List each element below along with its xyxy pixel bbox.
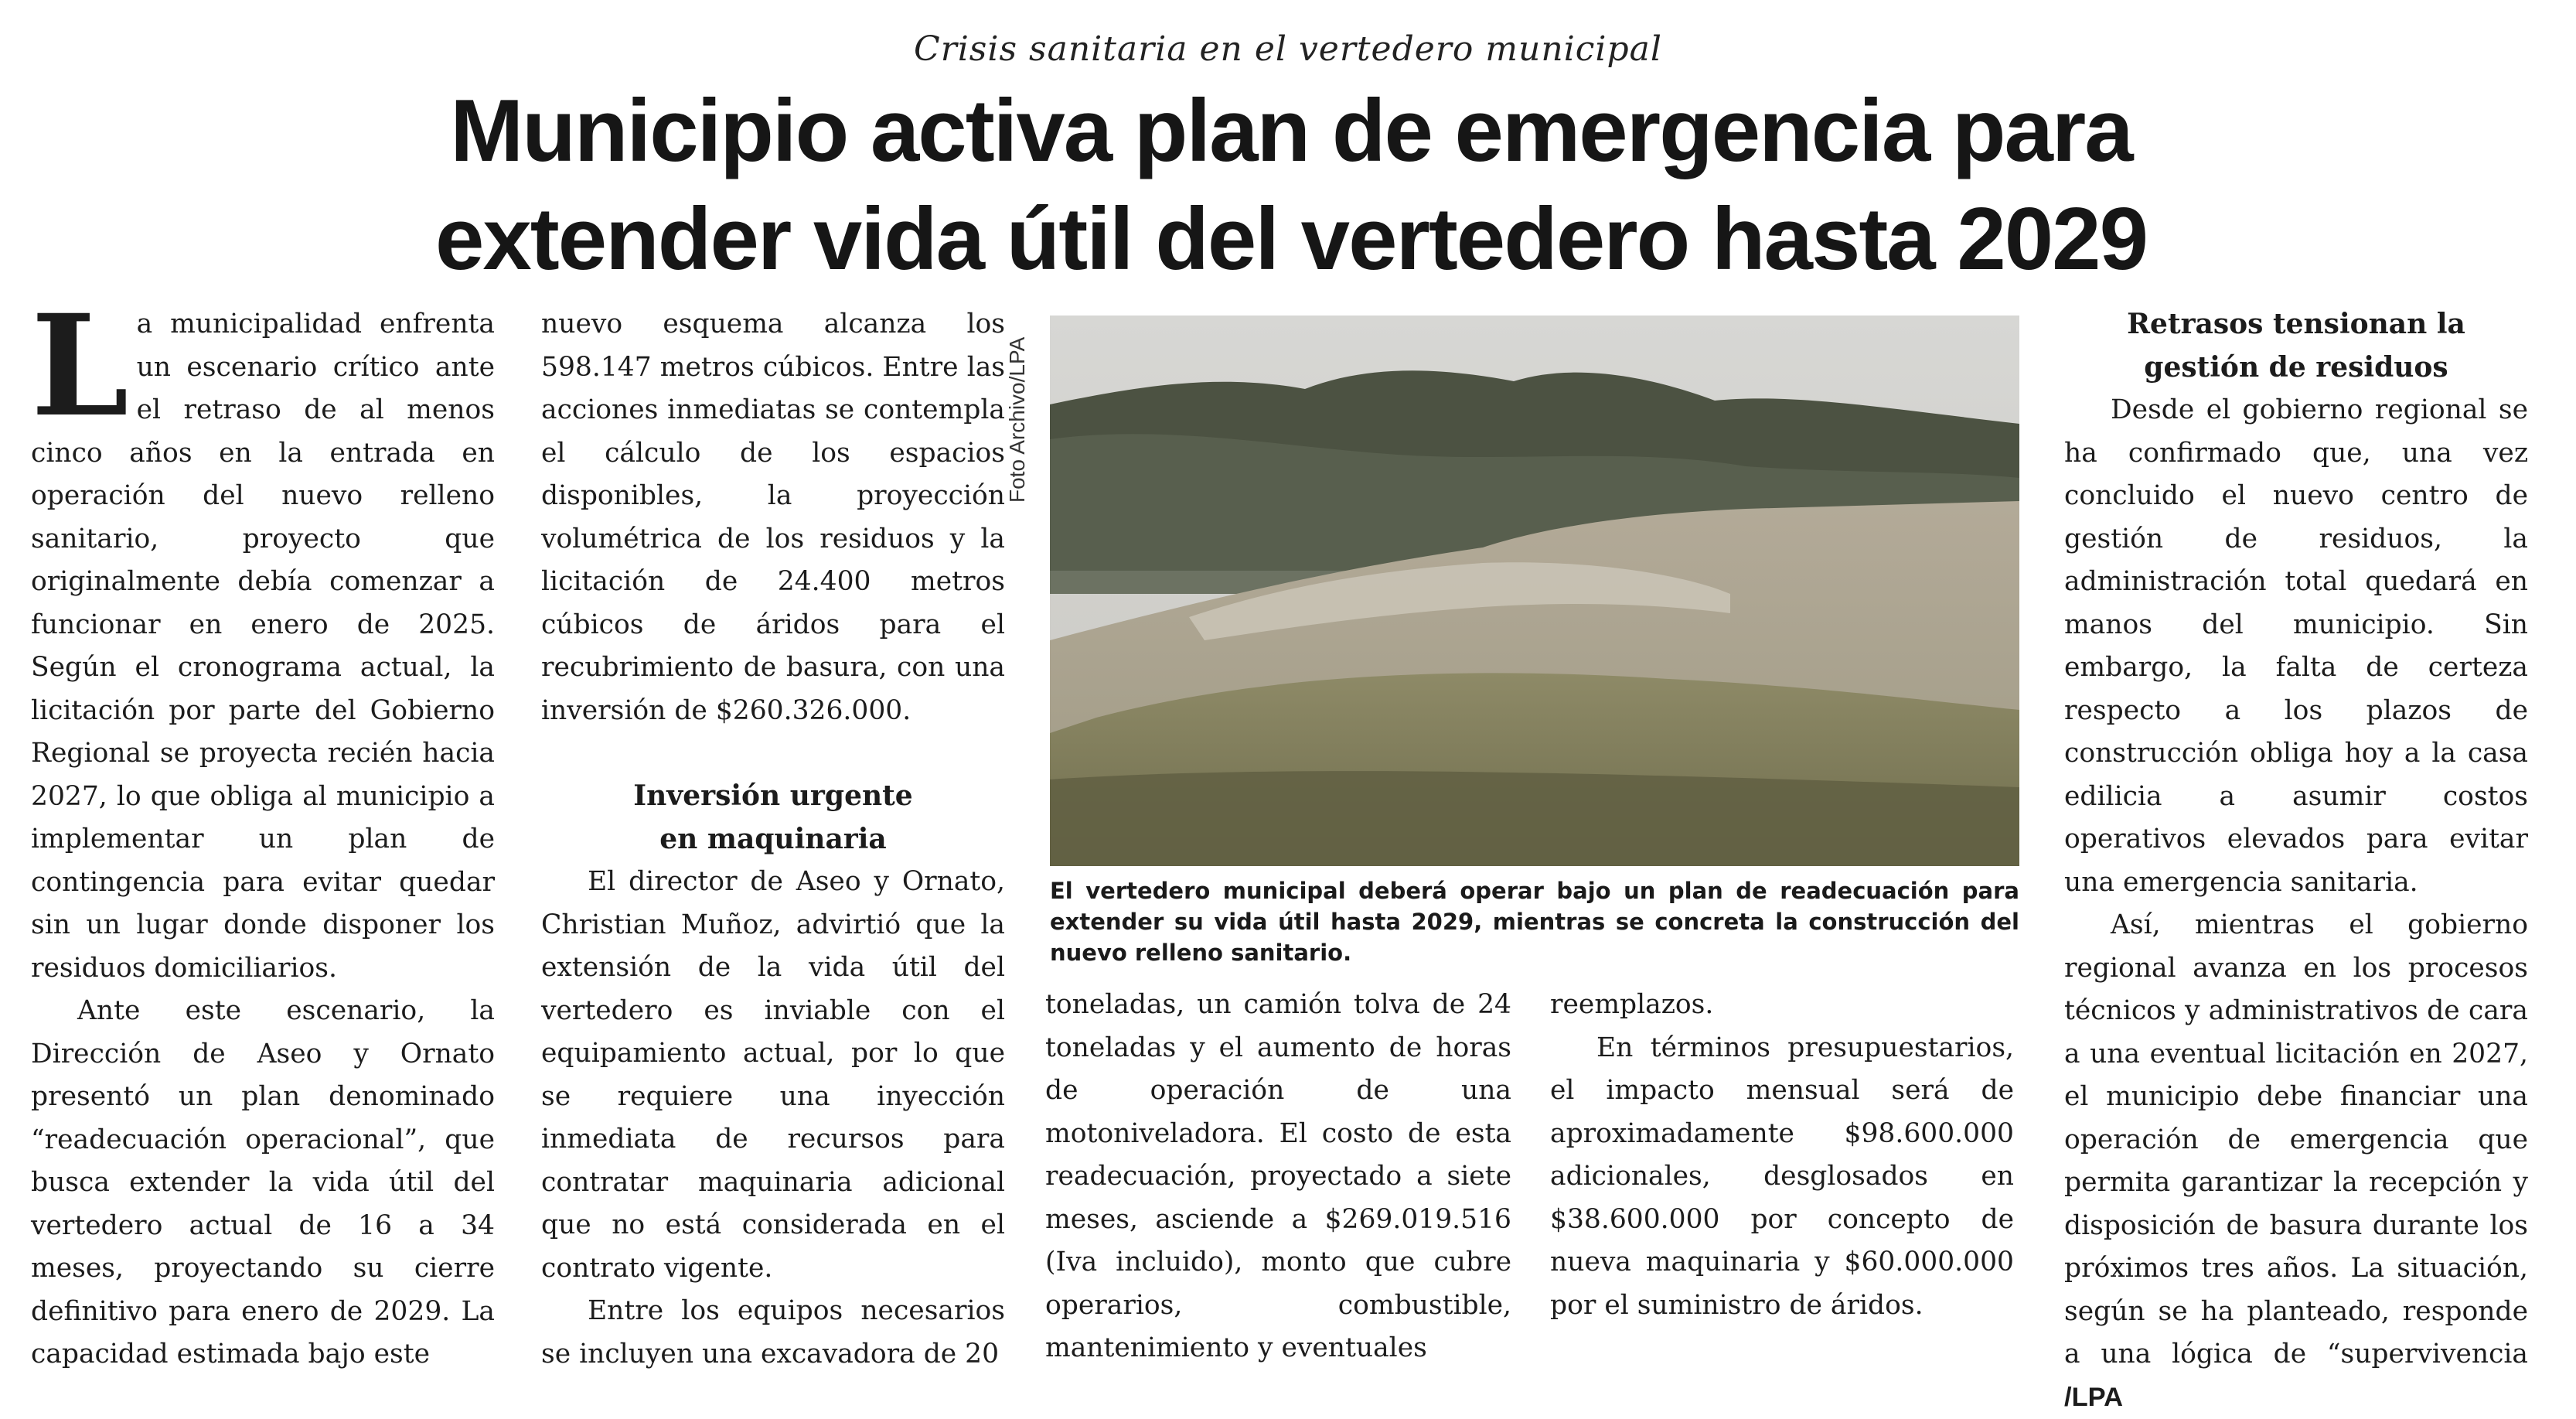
column-5: [2064, 303, 2528, 1419]
paragraph-text: toneladas, un camión tolva de 24 toneladas y el aumento de horas de operación de una motoniveladora. El costo de esta readecuación, proyectado a siete meses, asciende a $269.019.516 (Iva incluido), monto que cubre operarios, combustible, mantenimiento y eventuales: [1045, 989, 1511, 1363]
subhead-retrasos-line-2: gestión de residuos: [2144, 350, 2448, 384]
paragraph-text: Desde el gobierno regional se ha confirmado que, una vez concluido el nuevo centro de gestión de residuos, la administración total quedará en manos del municipio. Sin embargo, la falta de certeza respecto a los plazos de construcción obliga hoy a la casa edilicia a asumir costos operativos elevados para evitar una emergencia sanitaria.: [2064, 394, 2528, 898]
subhead-inversion-line-2: en maquinaria: [659, 822, 887, 855]
paragraph-p6: [2064, 389, 2528, 904]
article-headline: [108, 77, 2474, 294]
paragraph-text: El director de Aseo y Ornato, Christian Muñoz, advirtió que la extensión de la vida útil del vertedero es inviable con el equipamiento actual, por lo que se requiere una inyección inmediata de recursos para contratar maquinaria adicional que no está considerada en el contrato vigente.: [541, 866, 1005, 1284]
drop-cap: L: [31, 285, 129, 448]
column-1: [31, 285, 495, 1376]
article-kicker: Crisis sanitaria en el vertedero municipal: [914, 29, 1662, 69]
paragraph-p2-cont: [541, 303, 1005, 732]
paragraph-text: Así, mientras el gobierno regional avanza en los procesos técnicos y administrativos de cara a una eventual licitación en 2027, el municipio debe financiar una operación de emergencia que permita garantizar la recepción y disposición de basura durante los próximos tres años. La situación, según se ha planteado, responde a una lógica de “supervivencia: [2064, 909, 2528, 1370]
column-2: [541, 303, 1005, 1376]
subhead-inversion: [541, 775, 1005, 861]
paragraph-text: reemplazos.: [1550, 989, 1714, 1020]
paragraph-text: Ante este escenario, la Dirección de Aseo y Ornato presentó un plan denominado “readecuación operacional”, que busca extender la vida útil del vertedero actual de 16 a 34 meses, proyectando su cierre definitivo para enero de 2029. La capacidad estimada bajo este: [31, 995, 495, 1370]
column-4: [1550, 984, 2014, 1327]
photo-caption: El vertedero municipal deberá operar bajo un plan de readecuación para extender su vida útil hasta 2029, mientras se concreta la construcción del nuevo relleno sanitario.: [1050, 878, 2019, 966]
paragraph-text: a municipalidad enfrenta un escenario crítico ante el retraso de al menos cinco años en la entrada en operación del nuevo relleno sanitario, proyecto que originalmente debía comenzar a funcionar en enero de 2025. Según el cronograma actual, la licitación por parte del Gobierno Regional se proyecta recién hacia 2027, lo que obliga al municipio a implementar un plan de contingencia para evitar quedar sin un lugar donde disponer los residuos domiciliarios.: [31, 309, 495, 984]
landfill-photo: [1050, 316, 2019, 866]
paragraph-p4: [541, 1290, 1005, 1376]
subhead-inversion-line-1: Inversión urgente: [633, 779, 913, 812]
paragraph-p1_rest: [31, 285, 495, 990]
subhead-retrasos: [2064, 303, 2528, 389]
paragraph-p2: [31, 990, 495, 1376]
headline-line-2: extender vida útil del vertedero hasta 2029: [435, 190, 2147, 288]
paragraph-p4-cont: [1045, 984, 1511, 1370]
subhead-retrasos-line-1: Retrasos tensionan la: [2127, 308, 2465, 340]
headline-line-1: Municipio activa plan de emergencia para: [450, 82, 2132, 180]
paragraph-p5: [1550, 1027, 2014, 1328]
paragraph-text: nuevo esquema alcanza los 598.147 metros cúbicos. Entre las acciones inmediatas se contempla el cálculo de los espacios disponibles, la proyección volumétrica de los residuos y la licitación de 24.400 metros cúbicos de áridos para el recubrimiento de basura, con una inversión de $260.326.000.: [541, 309, 1005, 726]
paragraph-text: En términos presupuestarios, el impacto mensual será de aproximadamente $98.600.000 adicionales, desglosados en $38.600.000 por concepto de nueva maquinaria y $60.000.000 por el suministro de áridos.: [1550, 1032, 2014, 1321]
column-3: [1045, 984, 1511, 1370]
paragraph-p3: [541, 861, 1005, 1290]
photo-credit: Foto Archivo/LPA: [1005, 336, 1029, 503]
landfill-photo-illustration: [1050, 316, 2019, 866]
paragraph-text: Entre los equipos necesarios se incluyen una excavadora de 20: [541, 1295, 1005, 1370]
paragraph-p4-cont: [1550, 984, 2014, 1027]
sign-off: /LPA: [2064, 1382, 2124, 1412]
paragraph-p7: [2064, 904, 2528, 1419]
